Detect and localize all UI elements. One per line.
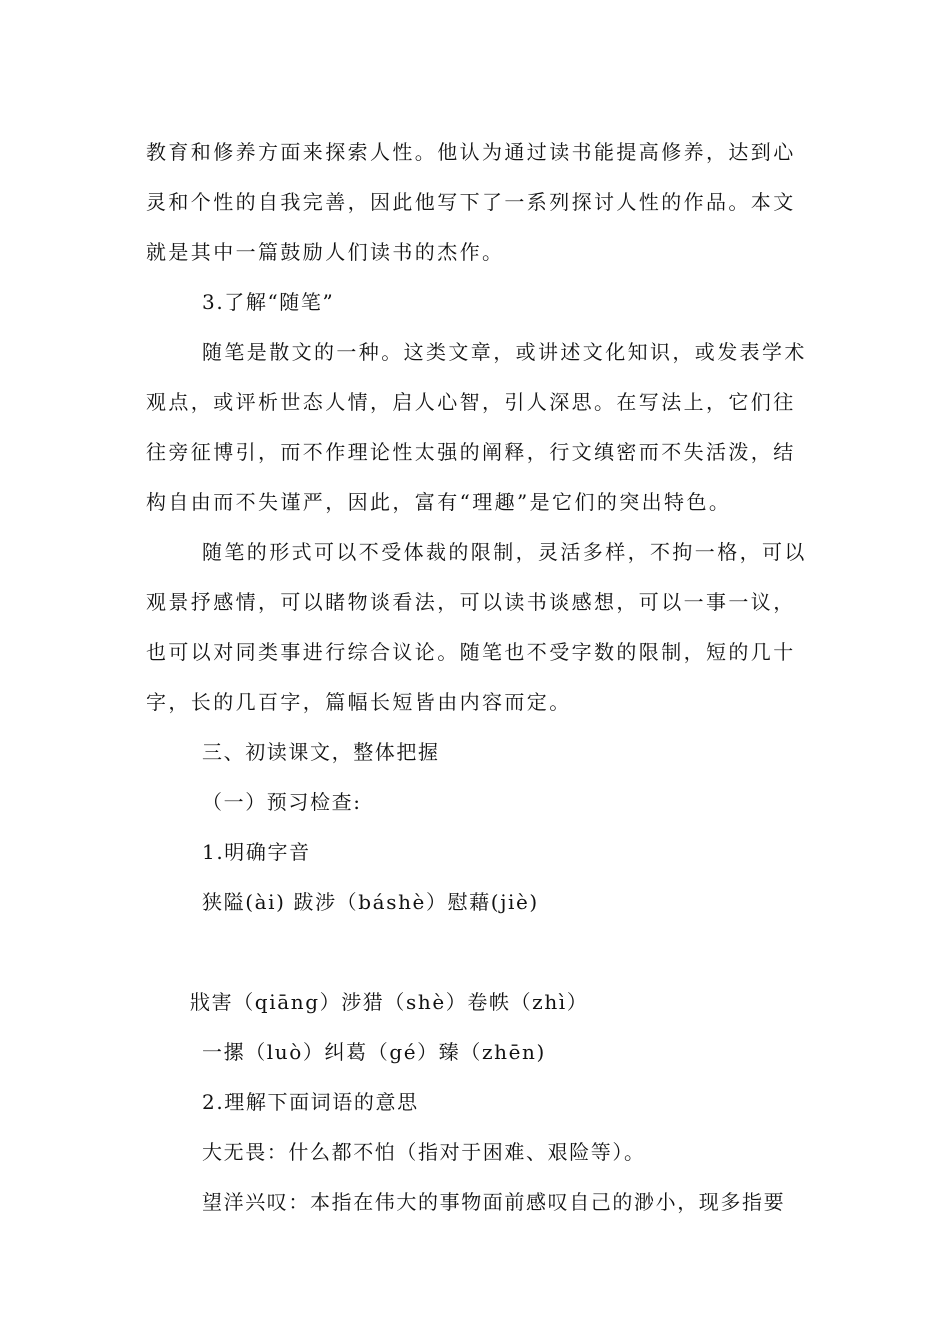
definition-line: 大无畏：什么都不怕（指对于困难、艰险等）。 (202, 1140, 646, 1164)
section-heading: 三、初读课文，整体把握 (202, 740, 440, 764)
paragraph-line: 观景抒感情，可以睹物谈看法，可以读书谈感想，可以一事一议， (146, 590, 796, 614)
paragraph-line: 观点，或评析世态人情，启人心智，引人深思。在写法上，它们往 (146, 390, 796, 414)
paragraph-line: 灵和个性的自我完善，因此他写下了一系列探讨人性的作品。本文 (146, 190, 796, 214)
paragraph-line: 构自由而不失谨严，因此，富有“理趣”是它们的突出特色。 (146, 490, 732, 514)
paragraph-line: 就是其中一篇鼓励人们读书的杰作。 (146, 240, 505, 264)
pronunciation-line: 戕害（qiāng）涉猎（shè）卷帙（zhì） (190, 990, 589, 1014)
definition-line: 望洋兴叹：本指在伟大的事物面前感叹自己的渺小，现多指要 (202, 1190, 786, 1214)
pronunciation-line: 狭隘(ài) 跋涉（báshè）慰藉(jiè) (202, 890, 539, 914)
paragraph-line: 教育和修养方面来探索人性。他认为通过读书能提高修养，达到心 (146, 140, 796, 164)
paragraph-line: 往旁征博引，而不作理论性太强的阐释，行文缜密而不失活泼，结 (146, 440, 796, 464)
item-heading: 1.明确字音 (202, 840, 311, 864)
subsection-heading: （一）预习检查: (202, 790, 362, 814)
paragraph-line: 也可以对同类事进行综合议论。随笔也不受字数的限制，短的几十 (146, 640, 796, 664)
paragraph-line: 字，长的几百字，篇幅长短皆由内容而定。 (146, 690, 572, 714)
item-heading: 2.理解下面词语的意思 (202, 1090, 419, 1114)
section-heading: 3.了解“随笔” (202, 290, 335, 314)
paragraph-line: 随笔是散文的一种。这类文章，或讲述文化知识，或发表学术 (202, 340, 807, 364)
paragraph-line: 随笔的形式可以不受体裁的限制，灵活多样，不拘一格，可以 (202, 540, 807, 564)
pronunciation-line: 一摞（luò）纠葛（gé）臻（zhēn) (202, 1040, 546, 1064)
